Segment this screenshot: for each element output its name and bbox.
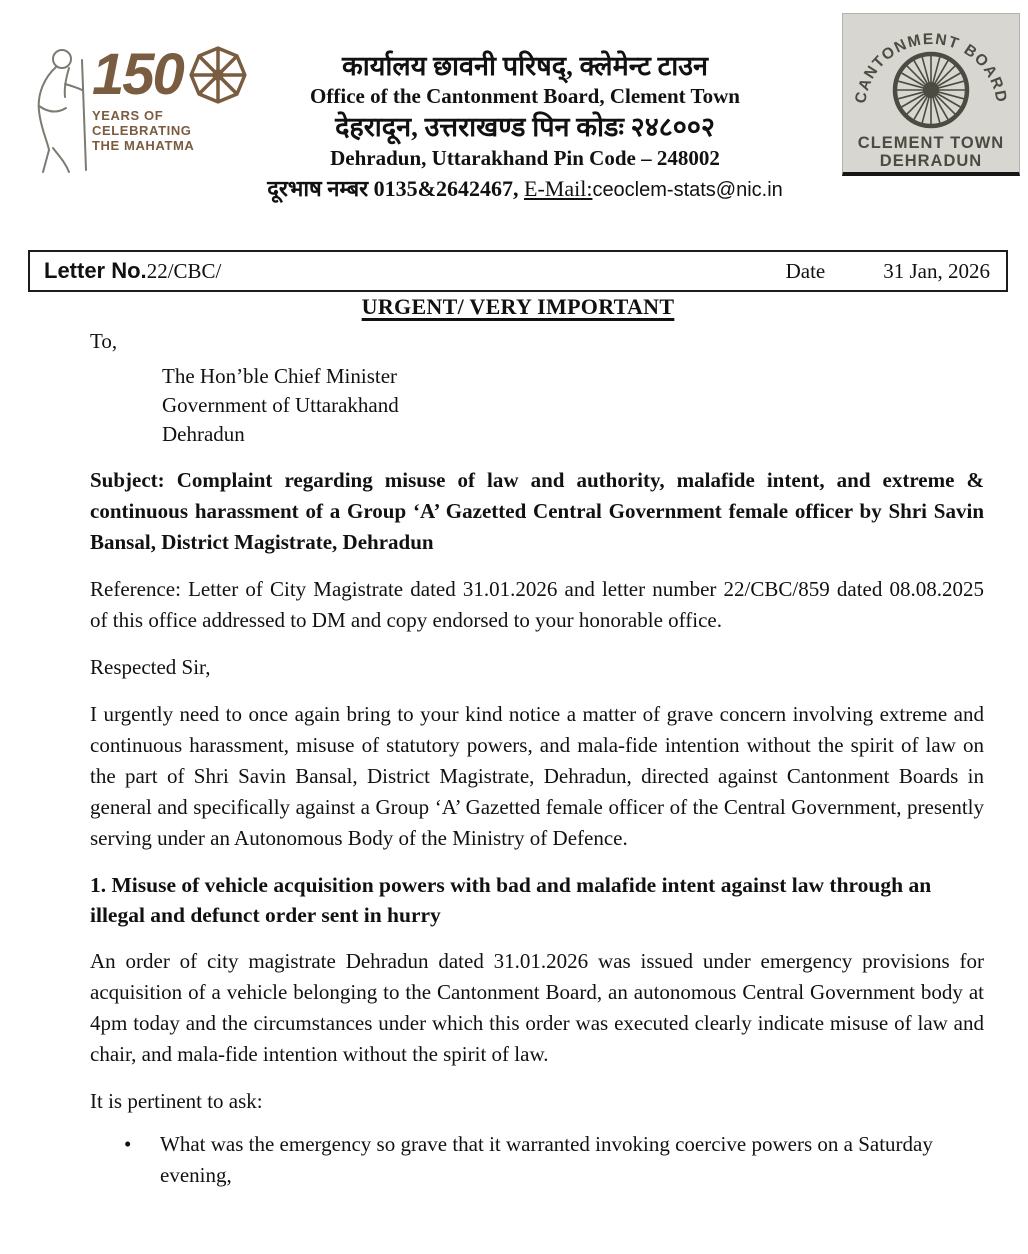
- bullet-text: What was the emergency so grave that it warranted invoking coercive powers on a Saturday evening,: [160, 1132, 933, 1187]
- salutation-to: To,: [90, 329, 118, 353]
- office-title-block: [205, 50, 845, 206]
- letterhead: [0, 0, 1028, 246]
- letter-content: [28, 250, 1008, 1191]
- body-paragraph-1: I urgently need to once again bring to your kind notice a matter of grave concern involving extreme and continuous harassment, misuse of statutory powers, and mala-fide intention without the spirit of law on the part of Shri Savin Bansal, District Magistrate, Dehradun, directed against Cantonment Boards in general and specifically against a Group ‘A’ Gazetted female officer of the Central Government, presently serving under an Autonomous Body of the Ministry of Defence.: [90, 702, 984, 850]
- recipient-line: Dehradun: [162, 422, 245, 446]
- office-name-hindi: कार्यालय छावनी परिषद्, क्लेमेन्ट टाउन: [342, 51, 708, 81]
- date-group: [786, 259, 992, 284]
- list-item: [118, 1129, 984, 1191]
- urgent-heading: URGENT/ VERY IMPORTANT: [361, 294, 675, 319]
- recipient-address: [162, 362, 984, 449]
- logo-caption: YEARS OF CELEBRATING THE MAHATMA: [92, 108, 195, 153]
- question-list: [118, 1129, 984, 1191]
- gandhi-figure-icon: [22, 44, 98, 176]
- email-address: ceoclem-stats@nic.in: [592, 179, 783, 201]
- phone-number: दूरभाष नम्बर 0135&2642467,: [267, 176, 519, 201]
- bullet-icon: •: [124, 1132, 132, 1156]
- logo-150-number: 150: [92, 42, 183, 107]
- recipient-line: The Hon’ble Chief Minister: [162, 364, 398, 388]
- letter-number-group: [44, 258, 221, 284]
- email-label: E-Mail:: [524, 176, 593, 201]
- letter-body: [28, 326, 1008, 1191]
- subject-paragraph: Subject: Complaint regarding misuse of law and authority, malafide intent, and extreme & continuous harassment of a Group ‘A’ Gazetted Central Government female officer by Shri Savin Bansal, District Magistrate, Dehradun: [90, 468, 984, 554]
- ashoka-chakra-icon: [843, 14, 1019, 172]
- phone-email-line: [205, 173, 845, 206]
- recipient-line: Government of Uttarakhand: [162, 393, 399, 417]
- section-1-paragraph: An order of city magistrate Dehradun dated 31.01.2026 was issued under emergency provisions for acquisition of a vehicle belonging to the Cantonment Board, an autonomous Central Government body at 4pm today and the circumstances under which this order was executed clearly indicate misuse of law and chair, and mala-fide intention without the spirit of law.: [90, 949, 984, 1066]
- letter-no-label: Letter No.: [44, 258, 147, 283]
- date-value: 31 Jan, 2026: [883, 258, 990, 283]
- reference-paragraph: Reference: Letter of City Magistrate dated 31.01.2026 and letter number 22/CBC/859 dated 08.08.2025 of this office addressed to DM and copy endorsed to your honorable office.: [90, 577, 984, 632]
- seal-city-text: DEHRADUN: [879, 152, 983, 170]
- letter-no-value: 22/CBC/: [146, 259, 222, 283]
- office-name-english: Office of the Cantonment Board, Clement Town: [310, 84, 740, 108]
- ask-intro-line: It is pertinent to ask:: [90, 1089, 263, 1113]
- office-address-hindi: देहरादून, उत्तराखण्ड पिन कोडः २४८००२: [335, 112, 715, 142]
- date-label: Date: [785, 258, 826, 283]
- greeting-line: Respected Sir,: [90, 655, 211, 679]
- section-1-heading: 1. Misuse of vehicle acquisition powers with bad and malafide intent against law through an illegal and defunct order sent in hurry: [90, 873, 932, 927]
- seal-arc-text: CANTONMENT BOARD: [852, 30, 1010, 105]
- letter-number-bar: [28, 250, 1008, 292]
- seal-town-text: CLEMENT TOWN: [857, 134, 1005, 152]
- cantonment-board-seal: [842, 13, 1020, 176]
- mahatma-150-logo: [22, 44, 212, 184]
- office-address-english: Dehradun, Uttarakhand Pin Code – 248002: [330, 146, 720, 170]
